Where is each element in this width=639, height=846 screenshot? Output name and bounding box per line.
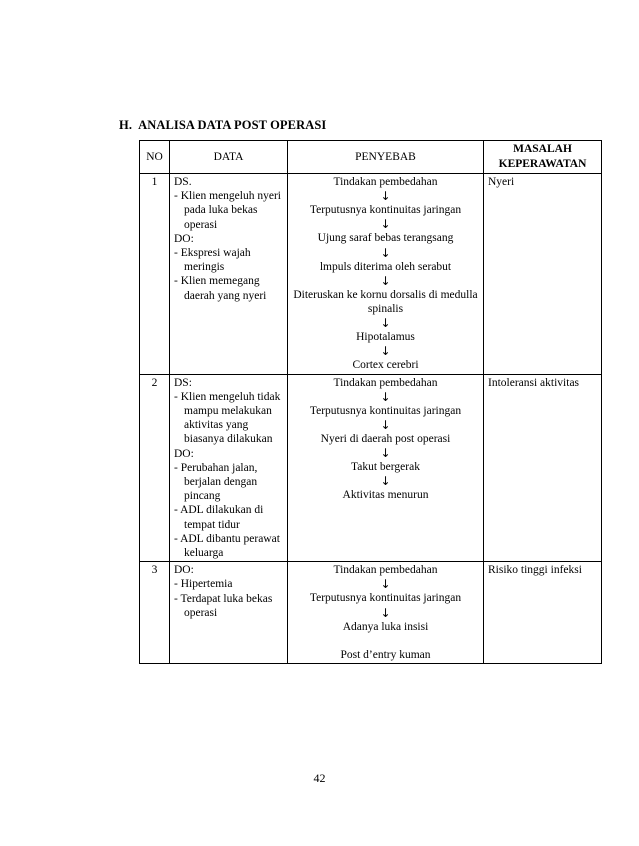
penyebab-step: Post d’entry kuman [340, 648, 431, 661]
table-row [140, 562, 602, 664]
down-arrow-icon: ↓ [380, 189, 391, 204]
page-number: 42 [313, 771, 326, 785]
penyebab-step: Cortex cerebri [352, 359, 419, 372]
penyebab-step: Terputusnya kontinuitas jaringan [309, 592, 462, 605]
penyebab-step: Ujung saraf bebas terangsang [317, 232, 454, 245]
down-arrow-icon: ↓ [380, 605, 391, 620]
masalah-cell: Nyeri [484, 174, 602, 375]
row-number: 2 [140, 374, 170, 562]
header-penyebab: PENYEBAB [288, 141, 484, 174]
down-arrow-icon: ↓ [380, 273, 391, 288]
data-item: - Hipertemia [174, 578, 233, 591]
penyebab-step: Tindakan pembedahan [333, 564, 438, 577]
penyebab-step: Terputusnya kontinuitas jaringan [309, 404, 462, 417]
data-item: - Klien mengeluh nyeri pada luka bekas operasi [174, 190, 281, 231]
section-title: ANALISA DATA POST OPERASI [138, 118, 327, 132]
penyebab-step: Hipotalamus [356, 331, 415, 344]
down-arrow-icon: ↓ [380, 245, 391, 260]
data-cell [170, 174, 288, 375]
data-label: DO: [174, 232, 194, 245]
table-row [140, 374, 602, 562]
header-masalah [484, 141, 602, 174]
penyebab-cell [288, 174, 484, 375]
data-item: - Terdapat luka bekas operasi [174, 592, 273, 619]
data-item: - Klien mengeluh tidak mampu melakukan aktivitas yang biasanya dilakukan [174, 390, 281, 446]
section-letter: H. [119, 118, 133, 132]
penyebab-step: Adanya luka insisi [342, 620, 429, 633]
spacer [292, 634, 479, 648]
data-label: DO: [174, 564, 194, 577]
data-item: - ADL dilakukan di tempat tidur [174, 504, 264, 531]
penyebab-cell [288, 562, 484, 664]
header-data: DATA [170, 141, 288, 174]
penyebab-cell [288, 374, 484, 562]
down-arrow-icon: ↓ [380, 418, 391, 433]
penyebab-step: Takut bergerak [351, 461, 420, 474]
down-arrow-icon: ↓ [380, 389, 391, 404]
down-arrow-icon: ↓ [380, 446, 391, 461]
penyebab-step: Tindakan pembedahan [333, 176, 438, 188]
section-heading [119, 118, 332, 133]
row-number: 3 [140, 562, 170, 664]
down-arrow-icon: ↓ [380, 474, 391, 489]
data-label: DS: [174, 376, 192, 389]
penyebab-step: lmpuls diterima oleh serabut [319, 260, 452, 273]
down-arrow-icon: ↓ [380, 577, 391, 592]
down-arrow-icon: ↓ [380, 217, 391, 232]
data-item: - Klien memegang daerah yang nyeri [174, 275, 267, 302]
penyebab-step: Diteruskan ke kornu dorsalis di medulla spinalis [293, 288, 478, 316]
row-number: 1 [140, 174, 170, 375]
data-cell [170, 374, 288, 562]
masalah-cell: Risiko tinggi infeksi [484, 562, 602, 664]
header-masalah-line2: KEPERAWATAN [498, 158, 587, 170]
header-masalah-line1: MASALAH [513, 143, 572, 155]
table-row [140, 174, 602, 375]
data-item: - Perubahan jalan, berjalan dengan pincang [174, 461, 258, 503]
data-cell [170, 562, 288, 664]
penyebab-step: Terputusnya kontinuitas jaringan [309, 204, 462, 217]
table-header-row [140, 141, 602, 174]
penyebab-step: Nyeri di daerah post operasi [320, 433, 451, 446]
data-label: DS. [174, 176, 192, 188]
data-label: DO: [174, 447, 194, 460]
masalah-cell: Intoleransi aktivitas [484, 374, 602, 562]
down-arrow-icon: ↓ [380, 316, 391, 331]
penyebab-step: Tindakan pembedahan [333, 376, 438, 389]
analisa-data-table [139, 140, 602, 664]
data-item: - ADL dibantu perawat keluarga [174, 532, 280, 560]
data-item: - Ekspresi wajah meringis [174, 247, 251, 274]
down-arrow-icon: ↓ [380, 344, 391, 359]
header-no: NO [140, 141, 170, 174]
penyebab-step: Aktivitas menurun [342, 489, 429, 502]
